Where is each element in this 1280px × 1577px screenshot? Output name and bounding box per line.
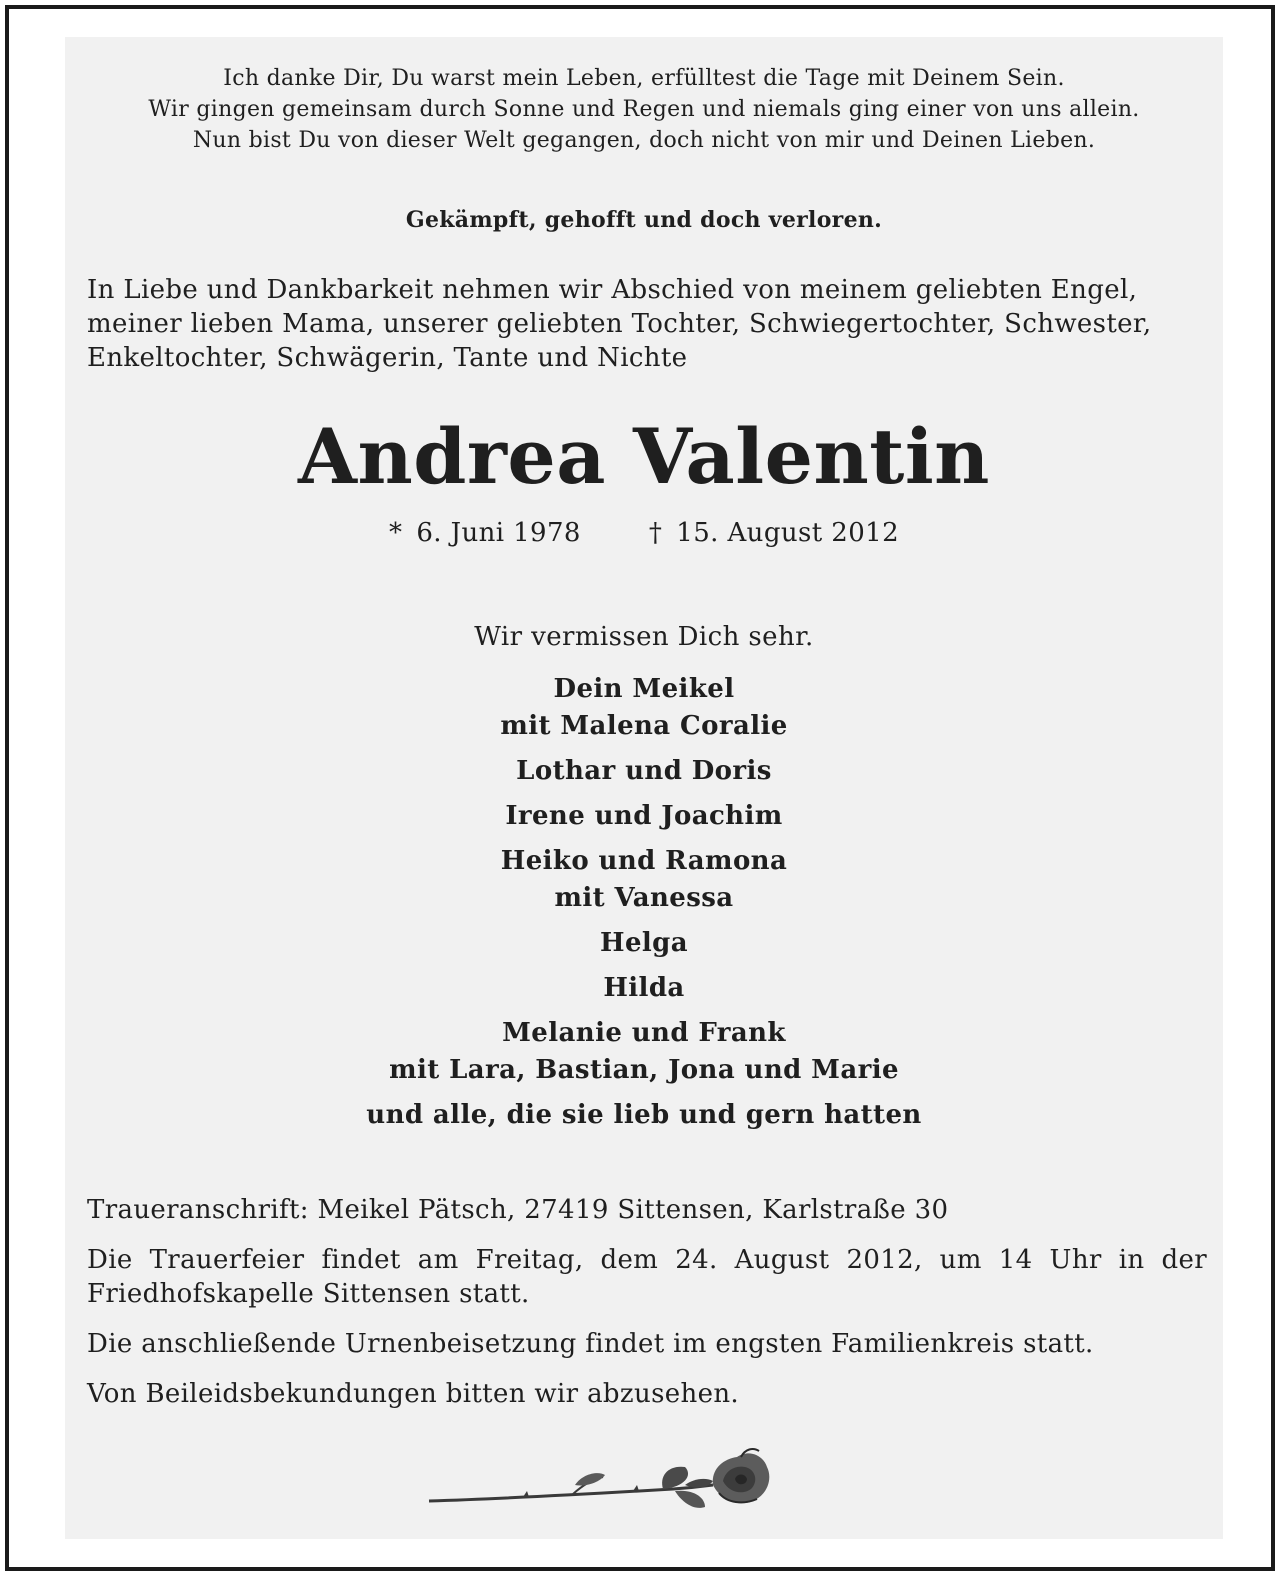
poem — [65, 63, 1223, 156]
mourner-group — [65, 671, 1223, 745]
mourner-group — [65, 925, 1223, 962]
mourner-group — [65, 798, 1223, 835]
mourner-line: und alle, die sie lieb und gern hatten — [366, 1100, 922, 1130]
deceased-name: Andrea Valentin — [298, 412, 990, 501]
rose-icon — [423, 1445, 773, 1517]
condolence-address: Traueranschrift: Meikel Pätsch, 27419 Sittensen, Karlstraße 30 — [87, 1195, 949, 1225]
mourner-line: Helga — [599, 928, 688, 958]
miss-text: Wir vermissen Dich sehr. — [474, 622, 814, 652]
mourner-line: Irene und Joachim — [505, 801, 783, 831]
life-dates — [65, 515, 1223, 551]
obituary-panel — [65, 37, 1223, 1539]
mourner-line: Lothar und Doris — [516, 756, 772, 786]
birth-date: 6. Juni 1978 — [416, 518, 581, 548]
poem-line: Ich danke Dir, Du warst mein Leben, erfülltest die Tage mit Deinem Sein. — [223, 66, 1065, 91]
poem-line: Nun bist Du von dieser Welt gegangen, doch nicht von mir und Deinen Lieben. — [192, 128, 1096, 153]
mourner-line: mit Lara, Bastian, Jona und Marie — [389, 1055, 899, 1085]
mourner-group — [65, 1097, 1223, 1134]
intro-line: In Liebe und Dankbarkeit nehmen wir Abschied von meinem geliebten Engel, — [87, 275, 1138, 305]
mourner-line: Melanie und Frank — [502, 1018, 786, 1048]
mourner-group — [65, 970, 1223, 1007]
farewell-intro — [87, 273, 1207, 375]
condolence-request: Von Beileidsbekundungen bitten wir abzusehen. — [87, 1379, 740, 1409]
mourner-line: Heiko und Ramona — [500, 846, 788, 876]
mourner-line: Hilda — [603, 973, 685, 1003]
service-details: Die Trauerfeier findet am Freitag, dem 24. August 2012, um 14 Uhr in der Friedhofskapelle Sittensen statt. — [87, 1245, 1207, 1309]
mourner-line: mit Vanessa — [554, 883, 734, 913]
mourner-group — [65, 753, 1223, 790]
mourner-group — [65, 843, 1223, 917]
mourner-group — [65, 1015, 1223, 1089]
motto: Gekämpft, gehofft und doch verloren. — [405, 207, 883, 233]
intro-line: Enkeltochter, Schwägerin, Tante und Nichte — [87, 343, 688, 373]
mourner-line: Dein Meikel — [553, 674, 735, 704]
obituary-frame — [5, 5, 1275, 1571]
poem-line: Wir gingen gemeinsam durch Sonne und Regen und niemals ging einer von uns allein. — [148, 97, 1140, 122]
mourners-list — [65, 671, 1223, 1134]
death-cross-icon: † — [648, 518, 663, 548]
burial-note: Die anschließende Urnenbeisetzung findet im engsten Familienkreis statt. — [87, 1329, 1094, 1359]
birth-symbol: * — [388, 518, 403, 548]
death-date: 15. August 2012 — [676, 518, 900, 548]
funeral-info — [87, 1193, 1207, 1427]
intro-line: meiner lieben Mama, unserer geliebten Tochter, Schwiegertochter, Schwester, — [87, 309, 1152, 339]
mourner-line: mit Malena Coralie — [500, 711, 788, 741]
